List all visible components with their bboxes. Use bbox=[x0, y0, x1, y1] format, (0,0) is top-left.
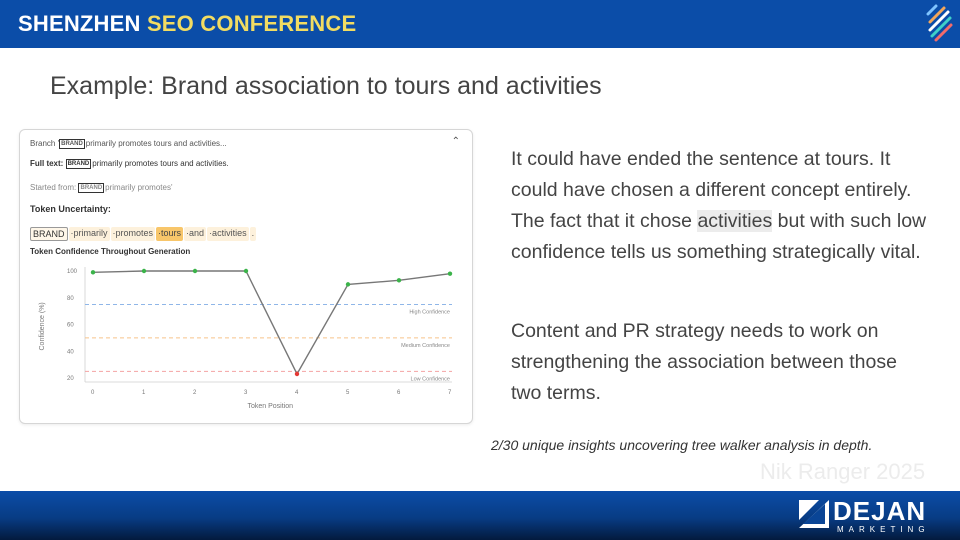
brand-tag: BRAND bbox=[80, 185, 103, 191]
token-chip[interactable]: ·promotes bbox=[111, 227, 156, 241]
threshold-label: Low Confidence bbox=[410, 376, 450, 383]
brand-tag: BRAND bbox=[67, 161, 90, 167]
token-chip[interactable]: ·tours bbox=[156, 227, 183, 241]
header-bar bbox=[0, 0, 960, 48]
x-tick-label: 1 bbox=[142, 390, 146, 396]
y-tick-label: 20 bbox=[67, 376, 74, 382]
token-chip[interactable]: BRAND bbox=[30, 227, 68, 241]
x-tick-label: 6 bbox=[397, 390, 401, 396]
confidence-point bbox=[295, 372, 299, 376]
x-tick-label: 5 bbox=[346, 390, 350, 396]
branch-line[interactable] bbox=[30, 139, 227, 149]
explanation-paragraph-1 bbox=[511, 144, 931, 268]
x-tick-label: 2 bbox=[193, 390, 197, 396]
title-city: SHENZHEN bbox=[18, 11, 141, 36]
explanation-paragraph-2: Content and PR strategy needs to work on strengthening the association between those two terms. bbox=[511, 320, 897, 404]
confidence-point bbox=[193, 269, 197, 273]
title-event: SEO CONFERENCE bbox=[146, 11, 357, 36]
x-tick-label: 3 bbox=[244, 390, 248, 396]
chevron-up-icon[interactable]: ⌃ bbox=[451, 136, 460, 147]
y-tick-label: 60 bbox=[67, 322, 74, 329]
diagonal-stripes-icon bbox=[924, 4, 954, 44]
y-tick-label: 100 bbox=[67, 269, 78, 275]
branch-text: primarily promotes tours and activities... bbox=[85, 139, 227, 148]
insight-caption: 2/30 unique insights uncovering tree walker analysis in depth. bbox=[491, 437, 873, 453]
token-list bbox=[30, 227, 256, 241]
x-tick-label: 7 bbox=[448, 390, 452, 396]
p1-lead: It could have ended the sentence at tours. It could have chosen a different concept entirely. The fact that it chose bbox=[511, 148, 912, 232]
slide-heading: Example: Brand association to tours and activities bbox=[50, 72, 602, 100]
highlighted-term: activities bbox=[697, 210, 773, 232]
token-chip[interactable]: ·and bbox=[184, 227, 206, 241]
footer-brand-sub: MARKETING bbox=[837, 525, 930, 534]
started-from-line bbox=[30, 183, 172, 193]
footer-brand: DEJAN bbox=[833, 496, 927, 526]
confidence-point bbox=[397, 278, 401, 282]
confidence-point bbox=[91, 270, 95, 274]
chart-title: Token Confidence Throughout Generation bbox=[30, 247, 191, 256]
brand-tag: BRAND bbox=[61, 141, 83, 147]
full-text-value: primarily promotes tours and activities. bbox=[92, 159, 229, 168]
author-watermark: Nik Ranger 2025 bbox=[760, 459, 926, 484]
token-chip[interactable]: . bbox=[250, 227, 257, 241]
confidence-line-chart bbox=[20, 255, 474, 425]
full-text-line bbox=[30, 159, 229, 169]
token-uncertainty-label: Token Uncertainty: bbox=[30, 204, 111, 214]
conference-title bbox=[18, 11, 356, 37]
started-from-label: Started from: bbox=[30, 183, 77, 192]
started-from-value: primarily promotes' bbox=[105, 183, 173, 192]
confidence-point bbox=[142, 269, 146, 273]
full-text-label: Full text: bbox=[30, 159, 64, 168]
confidence-point bbox=[244, 269, 248, 273]
confidence-point bbox=[346, 282, 350, 286]
threshold-label: High Confidence bbox=[409, 309, 450, 316]
x-tick-label: 0 bbox=[91, 390, 95, 396]
threshold-label: Medium Confidence bbox=[401, 342, 450, 349]
x-tick-label: 4 bbox=[295, 390, 299, 396]
token-chip[interactable]: ·primarily bbox=[69, 227, 110, 241]
y-tick-label: 40 bbox=[67, 349, 74, 356]
y-tick-label: 80 bbox=[67, 295, 74, 302]
confidence-series-line bbox=[93, 271, 450, 374]
p1-tail: but with such low confidence tells us something strategically vital. bbox=[511, 210, 927, 263]
dejan-logo bbox=[797, 496, 937, 536]
x-axis-label: Token Position bbox=[247, 403, 294, 410]
dejan-logo-icon bbox=[797, 498, 831, 530]
y-axis-label: Confidence (%) bbox=[39, 302, 46, 351]
confidence-point bbox=[448, 271, 452, 275]
token-chip[interactable]: ·activities bbox=[207, 227, 249, 241]
branch-prefix: Branch ' bbox=[30, 139, 60, 148]
tree-walker-panel bbox=[19, 129, 473, 424]
